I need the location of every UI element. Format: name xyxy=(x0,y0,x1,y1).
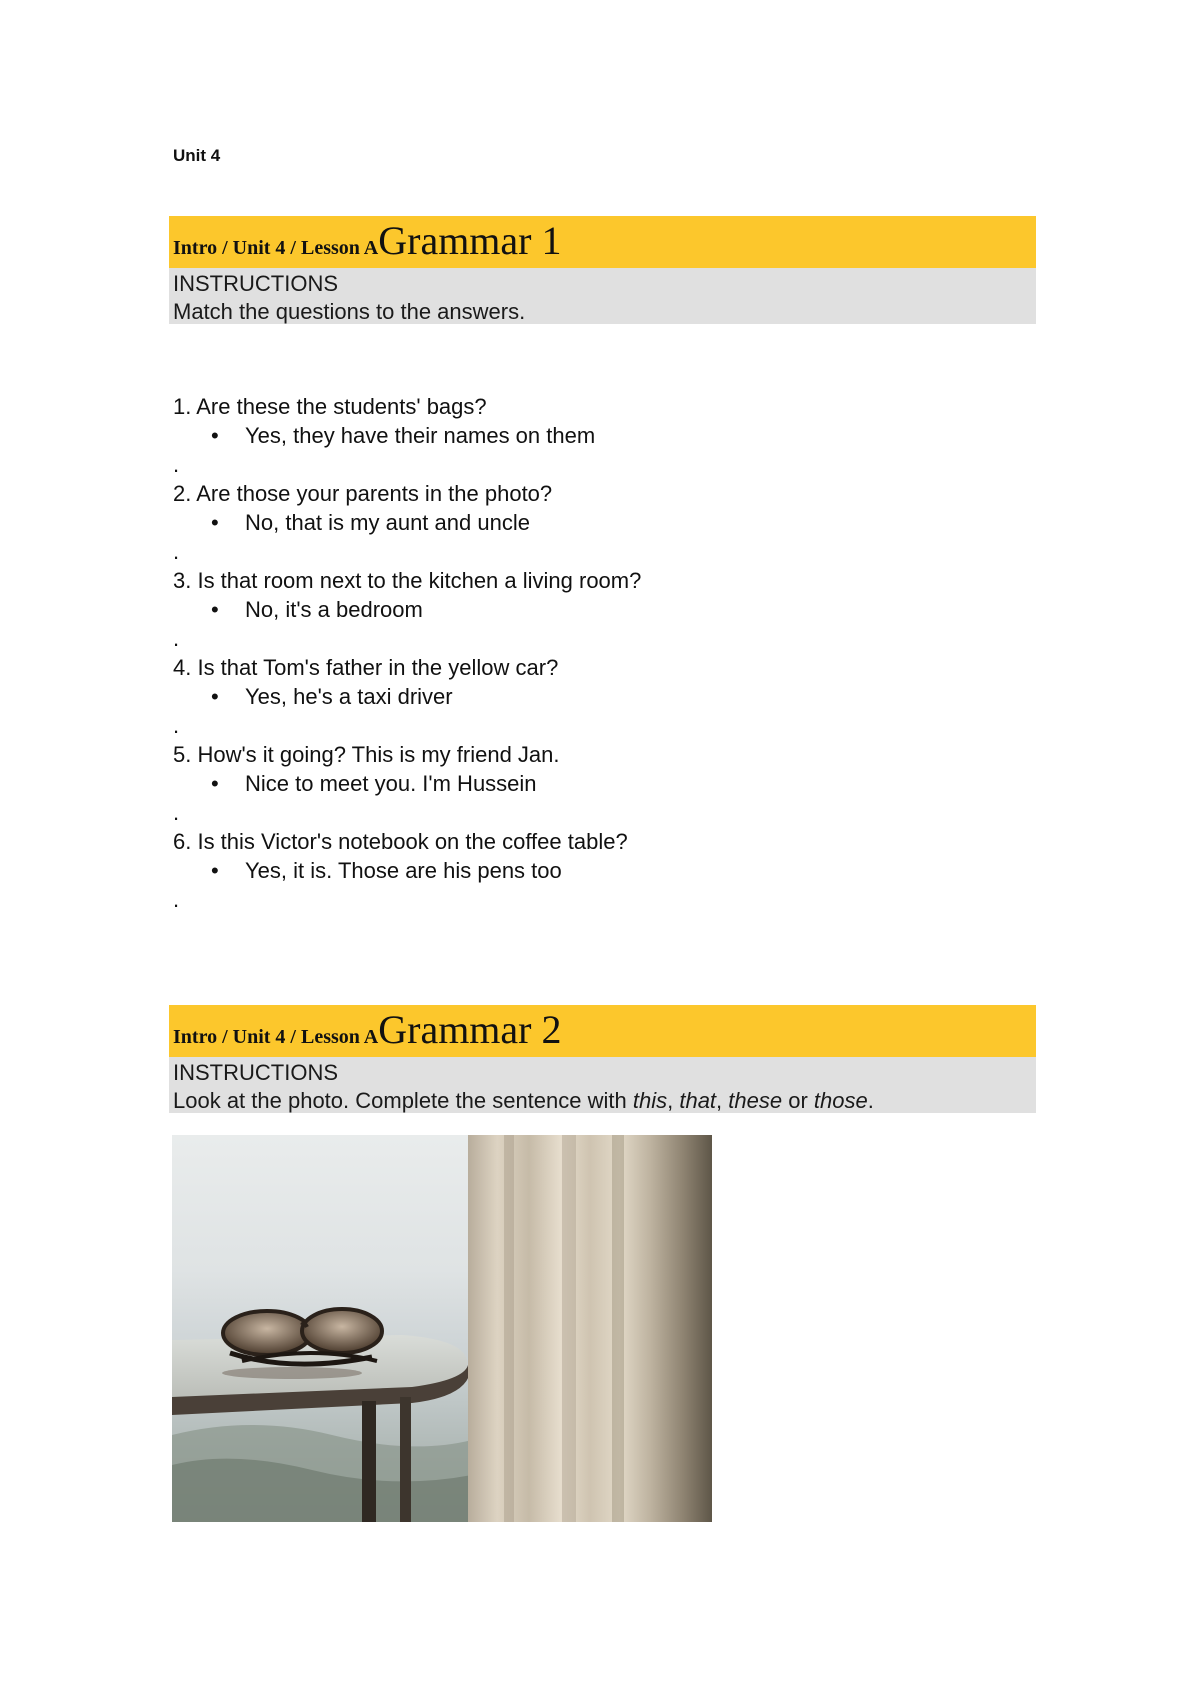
bullet-icon: • xyxy=(211,510,219,535)
instructions-box xyxy=(169,1057,1036,1113)
instructions-label: INSTRUCTIONS xyxy=(173,1060,338,1085)
unit-title: Unit 4 xyxy=(173,146,221,165)
answer-text: No, it's a bedroom xyxy=(245,597,423,622)
answer-text: Yes, it is. Those are his pens too xyxy=(245,858,562,883)
list-item xyxy=(173,740,1033,827)
separator-dot: . xyxy=(173,626,180,651)
separator-dot: . xyxy=(173,887,180,912)
list-item xyxy=(173,653,1033,740)
bullet-icon: • xyxy=(211,423,219,448)
answer-item xyxy=(173,856,1033,885)
answer-text: Nice to meet you. I'm Hussein xyxy=(245,771,537,796)
separator-dot: . xyxy=(173,539,180,564)
question-text: 4. Is that Tom's father in the yellow car? xyxy=(173,655,559,680)
answer-item xyxy=(173,421,1033,450)
section-header-bar xyxy=(169,216,1036,268)
instructions-label: INSTRUCTIONS xyxy=(173,271,338,296)
question-text: 5. How's it going? This is my friend Jan. xyxy=(173,742,560,767)
instructions-text: Look at the photo. Complete the sentence with this, that, these or those. xyxy=(173,1088,874,1113)
answer-text: Yes, they have their names on them xyxy=(245,423,596,448)
list-item xyxy=(173,392,1033,479)
separator-dot: . xyxy=(173,452,180,477)
answer-item xyxy=(173,508,1033,537)
question-text: 3. Is that room next to the kitchen a living room? xyxy=(173,568,642,593)
breadcrumb: Intro / Unit 4 / Lesson A xyxy=(173,237,379,259)
grammar-2-section xyxy=(169,1005,1036,1113)
section-title: Grammar 2 xyxy=(378,1007,562,1052)
answer-text: Yes, he's a taxi driver xyxy=(245,684,453,709)
instructions-box xyxy=(169,268,1036,324)
instructions-text: Match the questions to the answers. xyxy=(173,299,526,324)
question-text: 1. Are these the students' bags? xyxy=(173,394,487,419)
answer-item xyxy=(173,595,1033,624)
bullet-icon: • xyxy=(211,597,219,622)
answer-item xyxy=(173,769,1033,798)
bullet-icon: • xyxy=(211,858,219,883)
list-item xyxy=(173,479,1033,566)
separator-dot: . xyxy=(173,800,180,825)
section-header-bar xyxy=(169,1005,1036,1057)
question-list xyxy=(173,392,1033,914)
question-text: 6. Is this Victor's notebook on the coffee table? xyxy=(173,829,628,854)
bullet-icon: • xyxy=(211,684,219,709)
answer-text: No, that is my aunt and uncle xyxy=(245,510,530,535)
bullet-icon: • xyxy=(211,771,219,796)
breadcrumb: Intro / Unit 4 / Lesson A xyxy=(173,1026,379,1048)
question-text: 2. Are those your parents in the photo? xyxy=(173,481,553,506)
list-item xyxy=(173,566,1033,653)
separator-dot: . xyxy=(173,713,180,738)
sunglasses-photo xyxy=(172,1135,712,1522)
section-title: Grammar 1 xyxy=(378,218,562,263)
list-item xyxy=(173,827,1033,914)
answer-item xyxy=(173,682,1033,711)
grammar-1-section xyxy=(169,216,1036,324)
